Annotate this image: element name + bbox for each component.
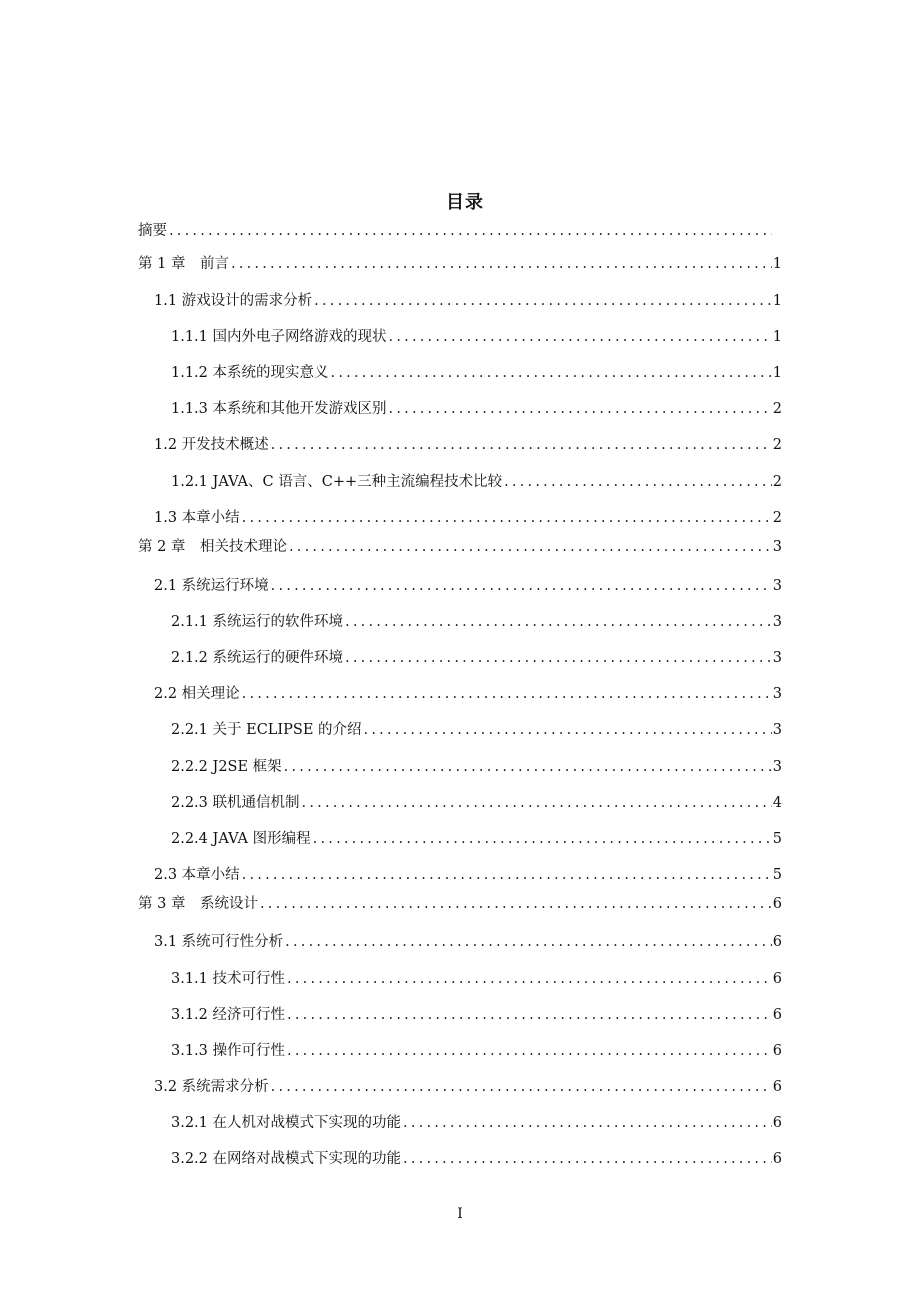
toc-entry-page-number: 6 (772, 1115, 782, 1131)
toc-entry-label: 2.2.3 联机通信机制 (171, 795, 300, 811)
toc-dot-leader (287, 1039, 772, 1063)
toc-dot-leader (242, 863, 772, 887)
toc-dot-leader (271, 574, 772, 598)
toc-dot-leader (260, 892, 772, 916)
toc-entry[interactable] (0, 827, 920, 851)
toc-entry-page-number: 2 (772, 474, 782, 490)
toc-entry[interactable] (0, 646, 920, 670)
toc-entry[interactable] (0, 535, 920, 559)
toc-entry-label: 3.1.3 操作可行性 (171, 1043, 286, 1059)
toc-entry[interactable] (0, 610, 920, 634)
toc-entry-page-number: 5 (772, 831, 782, 847)
toc-dot-leader (271, 1075, 772, 1099)
toc-entry[interactable] (0, 252, 920, 276)
toc-entry-page-number: 3 (772, 650, 782, 666)
toc-dot-leader (169, 219, 772, 243)
toc-entry[interactable] (0, 1075, 920, 1099)
toc-entry[interactable] (0, 1039, 920, 1063)
toc-entry-label: 2.3 本章小结 (154, 867, 240, 883)
toc-entry-page-number: 1 (772, 256, 782, 272)
toc-entry-page-number: 4 (772, 795, 782, 811)
toc-entry[interactable] (0, 682, 920, 706)
toc-entry-page-number: 2 (772, 510, 782, 526)
toc-entry-label: 2.1.2 系统运行的硬件环境 (171, 650, 344, 666)
toc-entry-label: 2.1.1 系统运行的软件环境 (171, 614, 344, 630)
toc-entry[interactable] (0, 325, 920, 349)
toc-entry-page-number: 6 (772, 1079, 782, 1095)
toc-entry-page-number: 6 (772, 1043, 782, 1059)
toc-entry-label: 3.1.1 技术可行性 (171, 971, 286, 987)
toc-entry-label: 1.3 本章小结 (154, 510, 240, 526)
toc-dot-leader (345, 610, 772, 634)
toc-dot-leader (242, 506, 772, 530)
toc-entry-label: 1.1.2 本系统的现实意义 (171, 365, 329, 381)
toc-dot-leader (314, 289, 772, 313)
toc-entry-page-number: 3 (772, 759, 782, 775)
toc-entry[interactable] (0, 433, 920, 457)
toc-entry-page-number: 6 (772, 934, 782, 950)
toc-entry-page-number: 3 (772, 614, 782, 630)
toc-dot-leader (331, 361, 772, 385)
toc-entry-page-number: 6 (772, 1151, 782, 1167)
toc-dot-leader (302, 791, 772, 815)
toc-entry[interactable] (0, 967, 920, 991)
toc-entry-label: 1.1.3 本系统和其他开发游戏区别 (171, 401, 387, 417)
toc-entry[interactable] (0, 1003, 920, 1027)
toc-dot-leader (287, 967, 772, 991)
toc-entry-label: 1.2.1 JAVA、C 语言、C++三种主流编程技术比较 (171, 474, 503, 490)
toc-entry-label: 摘要 (138, 223, 167, 239)
toc-entry-page-number: 3 (772, 578, 782, 594)
toc-entry-page-number: 1 (772, 329, 782, 345)
toc-entry[interactable] (0, 397, 920, 421)
toc-entry-page-number: 3 (772, 722, 782, 738)
toc-entry-label: 2.2 相关理论 (154, 686, 240, 702)
toc-dot-leader (345, 646, 772, 670)
toc-entry[interactable] (0, 470, 920, 494)
toc-entry-page-number: 6 (772, 1007, 782, 1023)
toc-entry[interactable] (0, 506, 920, 530)
toc-entry-label: 2.2.4 JAVA 图形编程 (171, 831, 311, 847)
toc-entry-label: 3.2.2 在网络对战模式下实现的功能 (171, 1151, 402, 1167)
toc-entry-label: 第 2 章 相关技术理论 (138, 539, 287, 555)
toc-entry-label: 3.2.1 在人机对战模式下实现的功能 (171, 1115, 402, 1131)
toc-entry-label: 3.1 系统可行性分析 (154, 934, 284, 950)
toc-entry-label: 第 3 章 系统设计 (138, 896, 258, 912)
toc-dot-leader (389, 325, 772, 349)
toc-dot-leader (271, 433, 772, 457)
toc-dot-leader (313, 827, 772, 851)
toc-entry-page-number: 1 (772, 365, 782, 381)
toc-dot-leader (403, 1147, 772, 1171)
toc-entry-label: 1.2 开发技术概述 (154, 437, 269, 453)
toc-entry[interactable] (0, 863, 920, 887)
toc-entry-page-number: 1 (772, 293, 782, 309)
toc-entry[interactable] (0, 1147, 920, 1171)
toc-dot-leader (504, 470, 772, 494)
toc-entry[interactable] (0, 574, 920, 598)
toc-title: 目录 (446, 192, 484, 213)
toc-entry-page-number: 2 (772, 437, 782, 453)
toc-entry[interactable] (0, 219, 920, 243)
toc-dot-leader (287, 1003, 772, 1027)
footer-page-number: I (457, 1206, 463, 1222)
toc-entry-label: 第 1 章 前言 (138, 256, 229, 272)
toc-entry-label: 2.2.1 关于 ECLIPSE 的介绍 (171, 722, 362, 738)
toc-dot-leader (403, 1111, 772, 1135)
toc-entry-page-number: 5 (772, 867, 782, 883)
toc-entry-page-number: 3 (772, 539, 782, 555)
toc-entry-label: 1.1 游戏设计的需求分析 (154, 293, 313, 309)
toc-entry[interactable] (0, 930, 920, 954)
toc-dot-leader (389, 397, 772, 421)
toc-entry[interactable] (0, 755, 920, 779)
toc-dot-leader (231, 252, 772, 276)
toc-entry[interactable] (0, 289, 920, 313)
toc-dot-leader (242, 682, 772, 706)
toc-dot-leader (285, 930, 772, 954)
toc-entry[interactable] (0, 361, 920, 385)
toc-entry-label: 3.1.2 经济可行性 (171, 1007, 286, 1023)
toc-entry-label: 3.2 系统需求分析 (154, 1079, 269, 1095)
toc-entry-label: 2.2.2 J2SE 框架 (171, 759, 282, 775)
toc-entry[interactable] (0, 791, 920, 815)
toc-entry-page-number: 6 (772, 971, 782, 987)
toc-dot-leader (364, 718, 772, 742)
toc-entry-label: 1.1.1 国内外电子网络游戏的现状 (171, 329, 387, 345)
toc-dot-leader (284, 755, 772, 779)
toc-entry-label: 2.1 系统运行环境 (154, 578, 269, 594)
toc-entry[interactable] (0, 718, 920, 742)
toc-dot-leader (289, 535, 772, 559)
toc-entry[interactable] (0, 1111, 920, 1135)
toc-entry-page-number: 3 (772, 686, 782, 702)
toc-entry-page-number: 2 (772, 401, 782, 417)
toc-entry-page-number: 6 (772, 896, 782, 912)
toc-entry[interactable] (0, 892, 920, 916)
